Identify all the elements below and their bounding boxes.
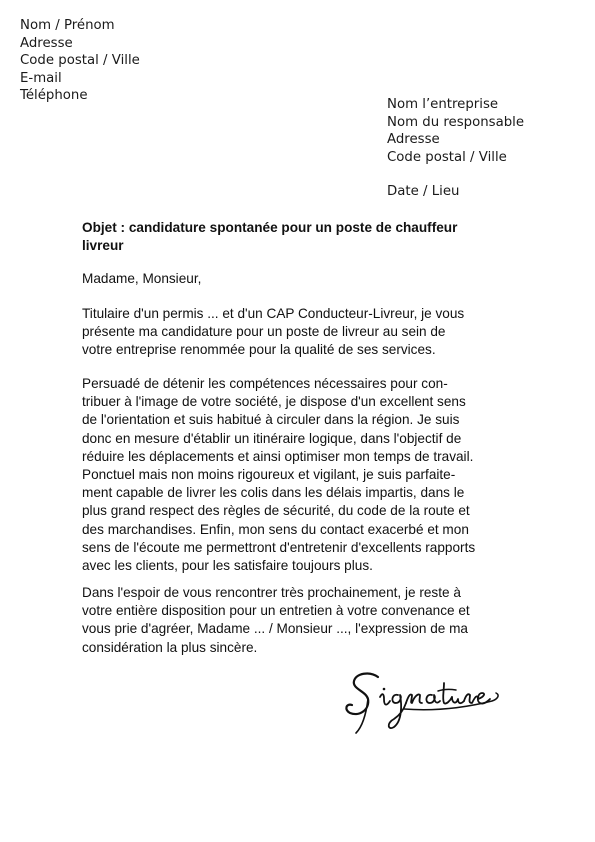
handwritten-signature	[340, 665, 505, 740]
text-line: ment capable de livrer les colis dans les délais impartis, dans le	[82, 485, 465, 501]
recipient-block	[387, 96, 524, 166]
letter-salutation: Madame, Monsieur,	[82, 271, 202, 286]
text-line: avec les clients, pour les satisfaire toujours plus.	[82, 558, 373, 574]
text-line: Ponctuel mais non moins rigoureux et vigilant, je suis parfaite-	[82, 467, 456, 483]
text-line: Persuadé de détenir les compétences nécessaires pour con-	[82, 376, 448, 391]
text-line: plus grand respect des règles de sécurité, du code de la route et	[82, 503, 470, 519]
paragraph-skills	[82, 375, 506, 575]
subject-line: Objet : candidature spontanée pour un poste de chauffeur	[82, 220, 458, 235]
text-line: de l'orientation et suis habitué à circuler dans la région. Je suis	[82, 412, 460, 428]
text-line: présente ma candidature pour un poste de livreur au sein de	[82, 324, 446, 340]
text-line: Dans l'espoir de vous rencontrer très prochainement, je reste à	[82, 585, 461, 600]
text-line: votre entreprise renommée pour la qualité de ses services.	[82, 342, 436, 358]
text-line: tribuer à l'image de votre société, je dispose d'un excellent sens	[82, 394, 466, 410]
paragraph-intro	[82, 305, 506, 360]
paragraph-closing	[82, 584, 506, 657]
date-place: Date / Lieu	[387, 184, 460, 199]
text-line: vous prie d'agréer, Madame ... / Monsieur ..., l'expression de ma	[82, 621, 468, 637]
text-line: donc en mesure d'établir un itinéraire logique, dans l'objectif de	[82, 430, 462, 446]
letter-subject	[82, 219, 506, 255]
recipient-manager: Nom du responsable	[387, 114, 525, 130]
sender-name: Nom / Prénom	[20, 18, 115, 33]
recipient-company: Nom l’entreprise	[387, 97, 499, 112]
sender-email: E-mail	[20, 70, 62, 86]
subject-line: livreur	[82, 238, 124, 254]
text-line: considération la plus sincère.	[82, 639, 258, 655]
recipient-address: Adresse	[387, 132, 440, 148]
text-line: réduire les déplacements et ainsi optimiser mon temps de travail.	[82, 448, 474, 464]
text-line: sens de l'écoute me permettront d'entretenir d'excellents rapports	[82, 539, 476, 555]
recipient-postal-city: Code postal / Ville	[387, 149, 507, 165]
sender-address: Adresse	[20, 35, 73, 51]
text-line: votre entière disposition pour un entretien à votre convenance et	[82, 603, 470, 619]
sender-postal-city: Code postal / Ville	[20, 53, 140, 69]
sender-block	[20, 17, 140, 105]
text-line: des marchandises. Enfin, mon sens du contact exacerbé et mon	[82, 521, 469, 537]
sender-phone: Téléphone	[20, 88, 88, 104]
text-line: Titulaire d'un permis ... et d'un CAP Conducteur-Livreur, je vous	[82, 306, 465, 321]
